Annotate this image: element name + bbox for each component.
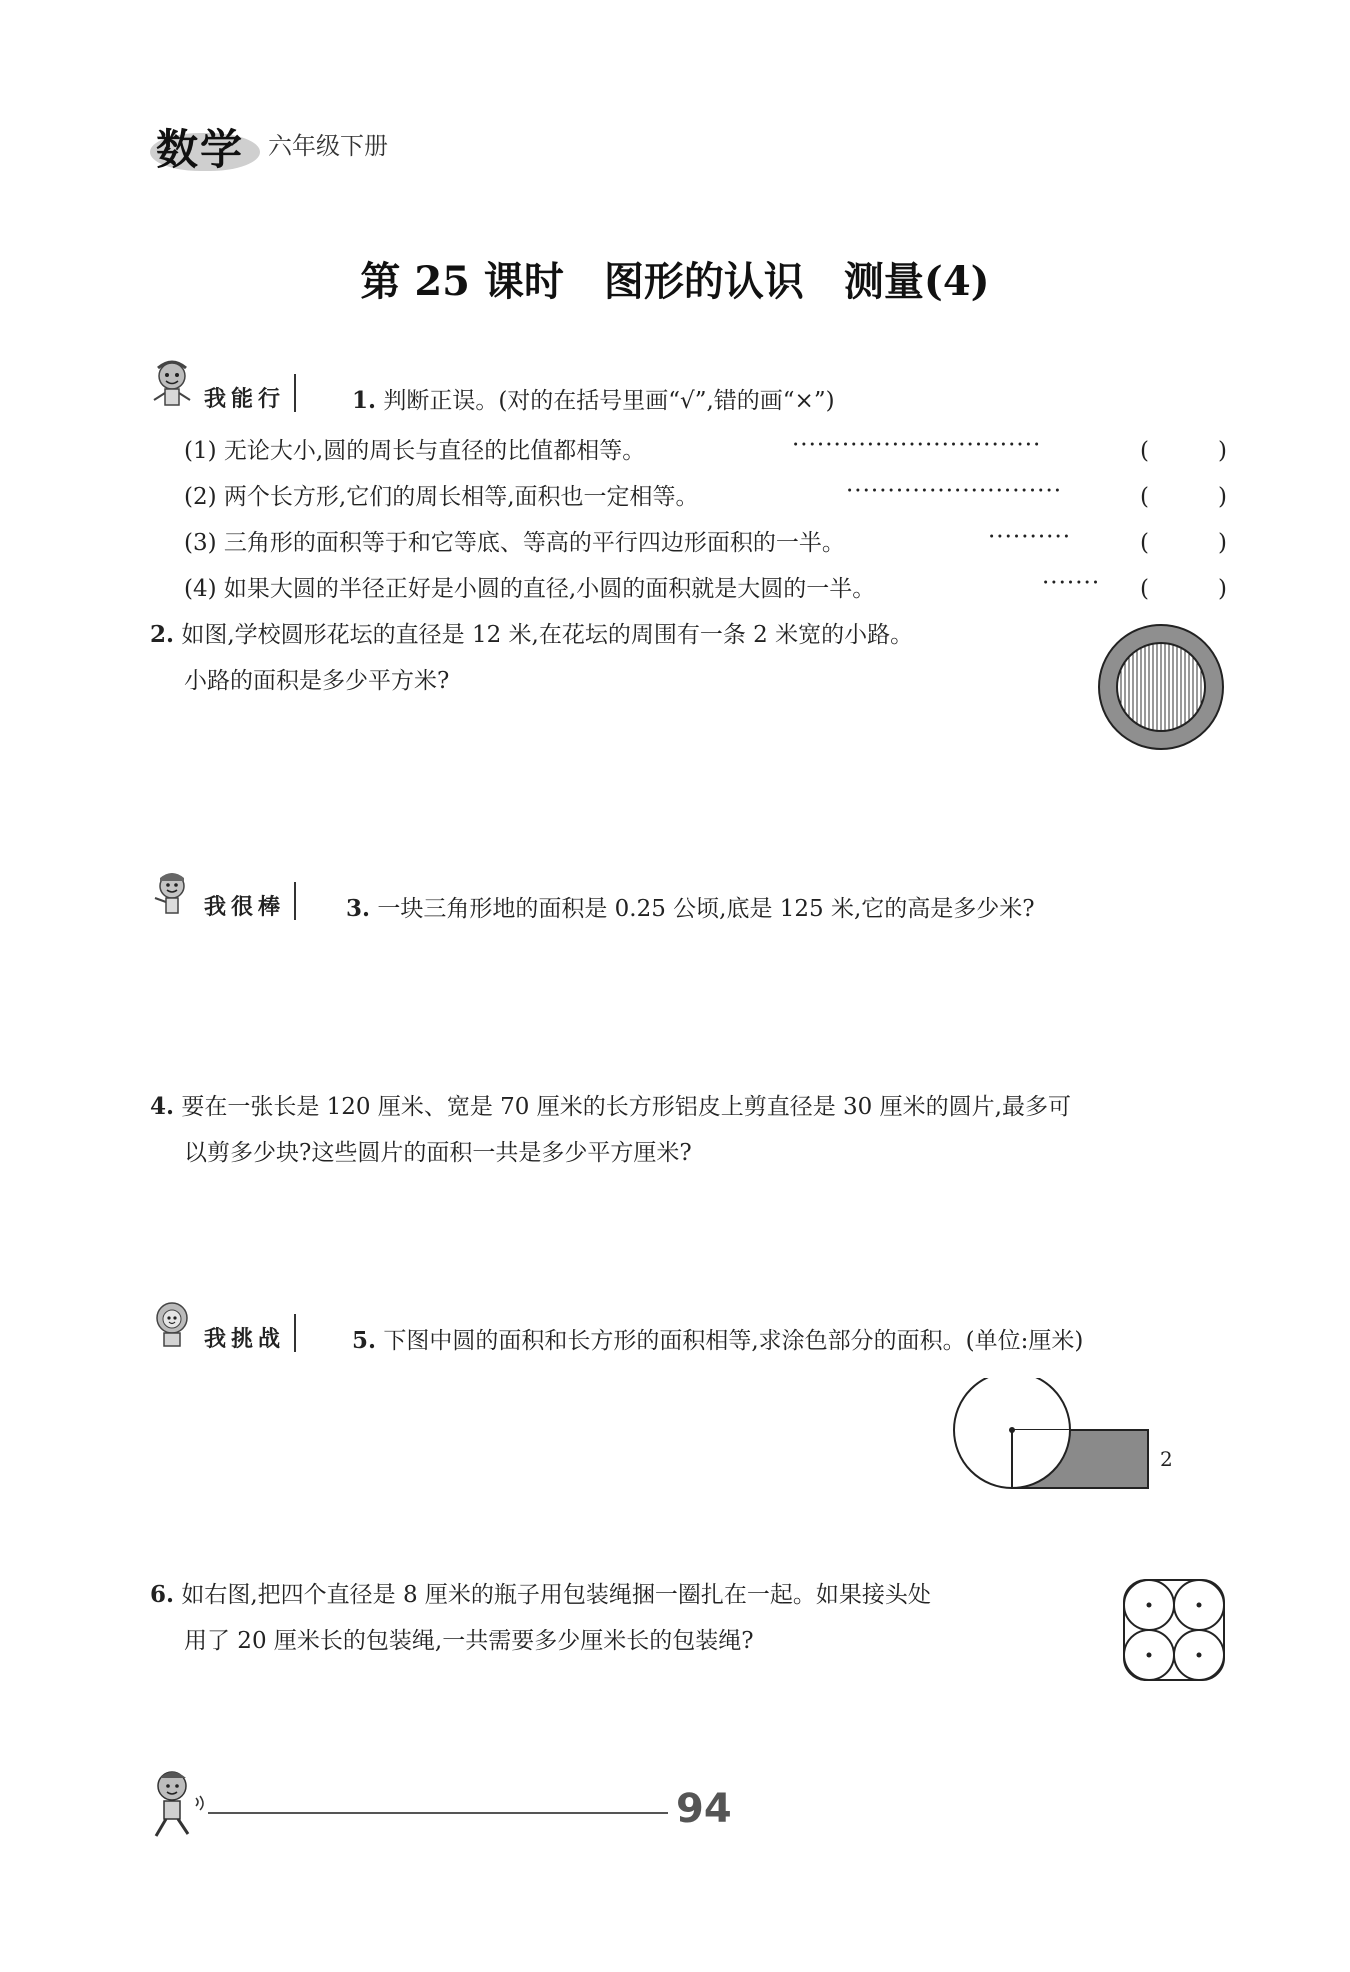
section-badge-level1 [150, 360, 310, 420]
q1-item-1 [184, 432, 645, 465]
q1-item-3 [184, 524, 845, 557]
question-text: 下图中圆的面积和长方形的面积相等,求涂色部分的面积。(单位:厘米) [383, 1328, 1084, 1354]
question-number: 5. [352, 1327, 377, 1354]
question-2-line2: 小路的面积是多少平方米? [184, 668, 450, 694]
subject-title: 数学 [156, 125, 245, 174]
question-number: 6. [150, 1581, 175, 1608]
grade-label: 六年级下册 [268, 132, 388, 160]
flowerbed-path-figure [1096, 622, 1226, 752]
section-label: 我能行 [204, 387, 286, 412]
answer-parentheses[interactable]: ( ) [1140, 530, 1227, 556]
circle-center-dot [1009, 1427, 1015, 1433]
section-badge-level2 [150, 868, 310, 928]
question-4-stem [150, 1090, 1071, 1124]
mascot-child-icon [150, 1300, 194, 1352]
item-text: 无论大小,圆的周长与直径的比值都相等。 [223, 438, 646, 464]
item-label: (3) [184, 530, 217, 556]
leader-dots: ·········· [988, 524, 1072, 550]
binding-rope [1124, 1580, 1224, 1680]
question-number: 3. [346, 895, 371, 922]
question-3-stem [346, 892, 1035, 926]
page-number: 94 [676, 1786, 732, 1832]
bottles-bundle-figure [1122, 1578, 1226, 1682]
q1-item-2 [184, 478, 699, 511]
section-divider [294, 882, 296, 920]
section-label: 我挑战 [204, 1327, 286, 1352]
rectangle-width-label: 2 [1160, 1447, 1173, 1471]
question-6-line2: 用了 20 厘米长的包装绳,一共需要多少厘米长的包装绳? [184, 1628, 754, 1654]
answer-parentheses[interactable]: ( ) [1140, 484, 1227, 510]
item-label: (2) [184, 484, 217, 510]
question-text: 如图,学校圆形花坛的直径是 12 米,在花坛的周围有一条 2 米宽的小路。 [181, 622, 914, 648]
footer-rule [208, 1812, 668, 1814]
mascot-boy-icon [150, 868, 194, 920]
section-divider [294, 1314, 296, 1352]
answer-parentheses[interactable]: ( ) [1140, 438, 1227, 464]
question-5-stem [352, 1324, 1083, 1358]
question-number: 1. [352, 387, 377, 414]
question-text: 要在一张长是 120 厘米、宽是 70 厘米的长方形铝皮上剪直径是 30 厘米的圆片,最多可 [181, 1094, 1071, 1120]
item-text: 三角形的面积等于和它等底、等高的平行四边形面积的一半。 [223, 530, 845, 556]
item-label: (4) [184, 576, 217, 602]
mascot-girl-icon [150, 360, 194, 412]
question-6-stem [150, 1578, 931, 1612]
question-number: 2. [150, 621, 175, 648]
flowerbed-circle [1117, 643, 1205, 731]
question-1-stem [352, 384, 835, 418]
running-mascot-icon [148, 1766, 210, 1846]
question-text: 判断正误。(对的在括号里画“√”,错的画“×”) [383, 388, 835, 414]
section-divider [294, 374, 296, 412]
section-label: 我很棒 [204, 895, 286, 920]
item-text: 两个长方形,它们的周长相等,面积也一定相等。 [223, 484, 699, 510]
item-label: (1) [184, 438, 217, 464]
leader-dots: ·························· [846, 478, 1063, 504]
question-number: 4. [150, 1093, 175, 1120]
question-text: 一块三角形地的面积是 0.25 公顷,底是 125 米,它的高是多少米? [377, 896, 1035, 922]
circle-rectangle-figure [950, 1378, 1230, 1508]
section-badge-level3 [150, 1300, 310, 1360]
page-title: 第 25 课时 图形的认识 测量(4) [360, 258, 990, 305]
answer-parentheses[interactable]: ( ) [1140, 576, 1227, 602]
item-text: 如果大圆的半径正好是小圆的直径,小圆的面积就是大圆的一半。 [223, 576, 876, 602]
leader-dots: ······· [1042, 570, 1101, 596]
question-4-line2: 以剪多少块?这些圆片的面积一共是多少平方厘米? [184, 1140, 692, 1166]
leader-dots: ······························ [792, 432, 1042, 458]
question-text: 如右图,把四个直径是 8 厘米的瓶子用包装绳捆一圈扎在一起。如果接头处 [181, 1582, 931, 1608]
subject-logo [150, 115, 260, 175]
q1-item-4 [184, 570, 875, 603]
question-2-stem [150, 618, 913, 652]
